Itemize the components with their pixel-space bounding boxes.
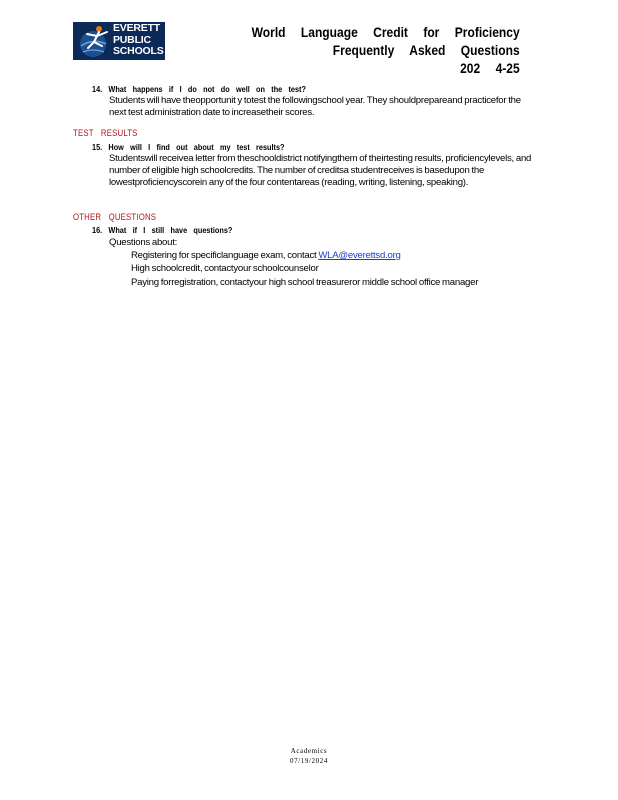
bullet-item-paying: Paying forregistration, contactyour high school treasureror middle school office manager [131,277,479,288]
section-heading-test-results: TEST RESULTS [73,128,138,138]
logo-wordmark: EVERETT PUBLIC SCHOOLS [113,22,164,57]
title-line-2: Frequently Asked Questions [333,42,520,58]
footer-date: 07/19/2024 [290,757,328,765]
page-title [252,23,520,77]
question-16: 16. What if I still have questions? [92,225,233,235]
email-link[interactable]: WLA@everettsd.org [318,250,401,261]
question-15: 15. How will I find out about my test results? [92,142,285,152]
bullet-item-credit: High schoolcredit, contactyour schoolcounselor [131,263,319,274]
bullet-item-registering: Registering for specificlanguage exam, contact WLA@everettsd.org [131,250,401,261]
title-line-3: 202 4-25 [460,60,520,76]
title-line-1: World Language Credit for Proficiency [251,24,520,40]
answer-15: Studentswill receivea letter from theschooldistrict notifyingthem of theirtesting results, proficiencylevels, and number of eligible high schoolcredits. The number of creditsa studentreceives is basedupon the lowestproficiencyscorein any of the four contentareas (reading, writing, listening, speaking). [109,153,532,188]
answer-14: Students will have theopportunit y totest the followingschool year. They shouldprepareand practicefor the next test administration date to increasetheir scores. [109,95,521,118]
section-heading-other-questions: OTHER QUESTIONS [73,212,157,222]
globe-figure-icon [73,22,113,60]
district-logo [73,22,165,60]
answer-16-intro: Questions about: [109,237,178,248]
question-14: 14. What happens if I do not do well on the test? [92,84,306,94]
footer-department: Academics [290,747,328,755]
